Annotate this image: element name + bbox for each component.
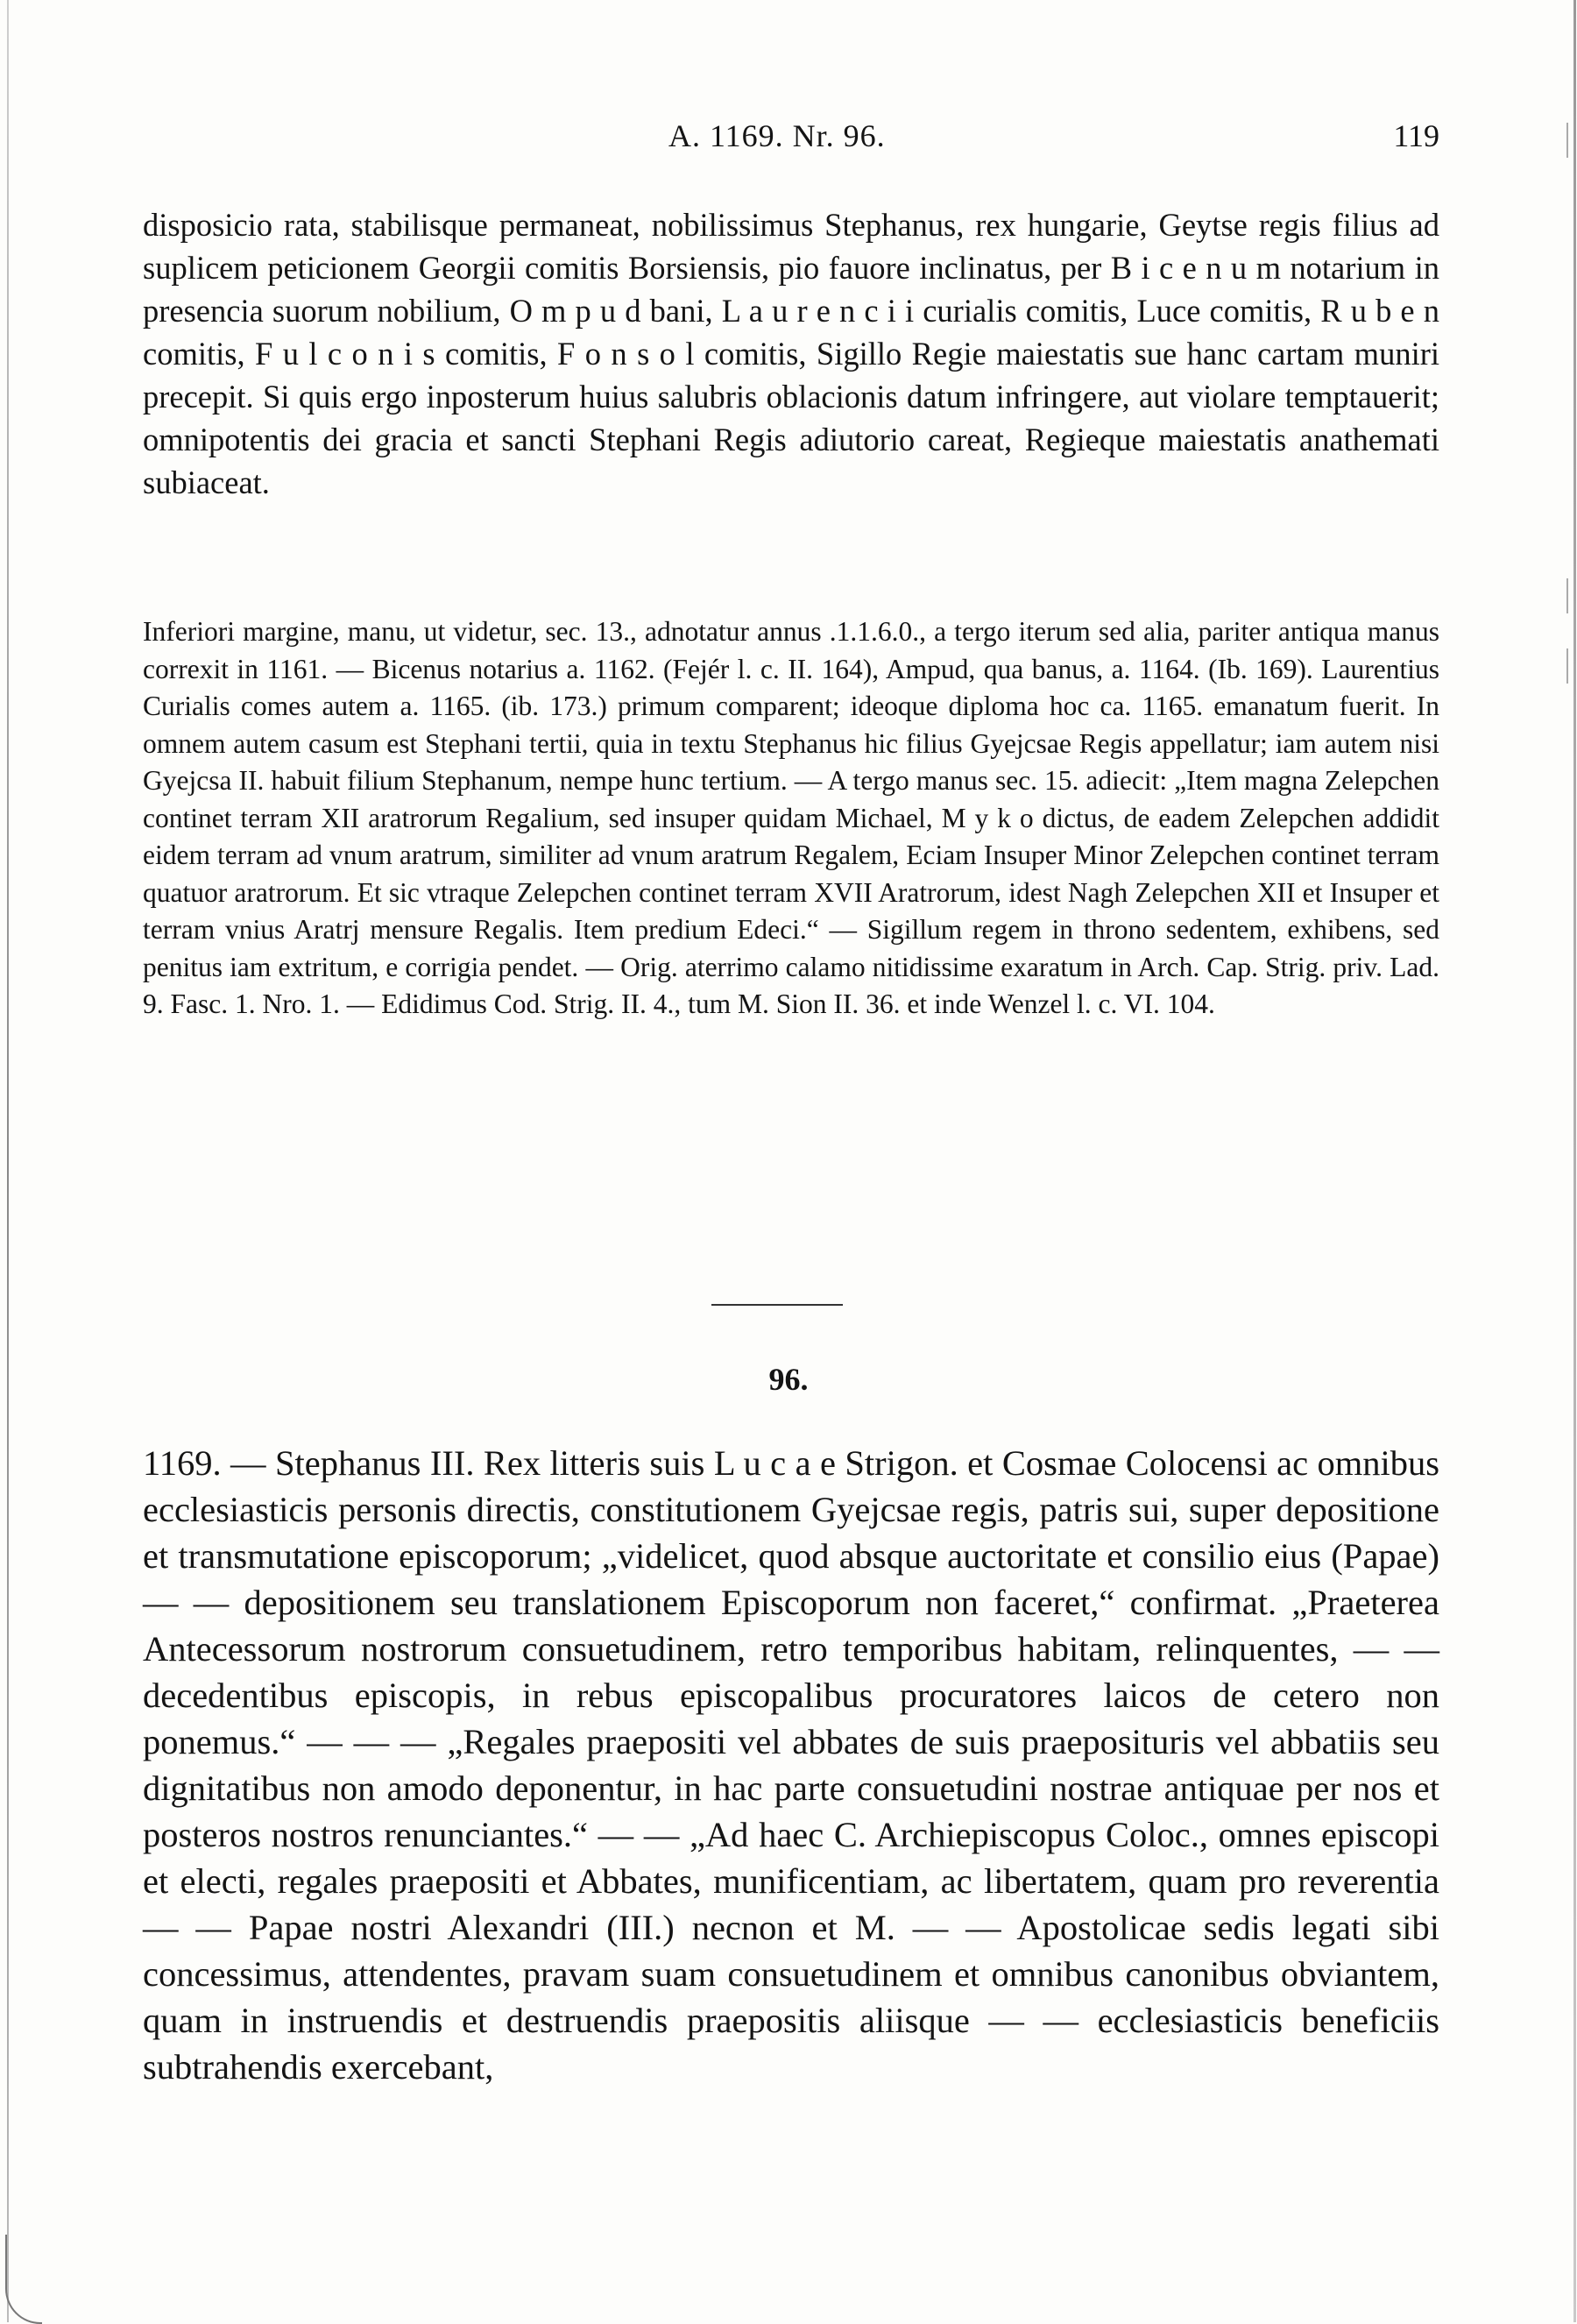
editorial-notes: Inferiori margine, manu, ut videtur, sec. 13., adnotatur annus .1.1.6.0., a tergo iterum sed alia, pariter antiqua manus correxit in 1161. — Bicenus notarius a. 1162. (Fejér l. c. II. 164), Ampud, qua banus, a. 1164. (Ib. 169). Laurentius Curialis comes autem a. 1165. (ib. 173.) primum comparent; ideoque diploma hoc ca. 1165. emanatum fuerit. In omnem autem casum est Stephani tertii, quia in textu Stephanus hic filius Gyejcsae Regis appellatur; iam autem nisi Gyejcsa II. habuit filium Stephanum, nempe hunc tertium. — A tergo manus sec. 15. adiecit: „Item magna Zelepchen continet terram XII aratrorum Regalium, sed insuper quidam Michael, M y k o dictus, de eadem Zelepchen addidit eidem terram ad vnum aratrum, similiter ad vnum aratrum Regalem, Eciam Insuper Minor Zelepchen continet terram quatuor aratrorum. Et sic vtraque Zelepchen continet terram XVII Aratrorum, idest Nagh Zelepchen XII et Insuper et terram vnius Aratrj mensure Regalis. Item predium Edeci.“ — Sigillum regem in throno sedentem, exhibens, sed penitus iam extritum, e corrigia pendet. — Orig. aterrimo calamo nitidissime exaratum in Arch. Cap. Strig. priv. Lad. 9. Fasc. 1. Nro. 1. — Edidimus Cod. Strig. II. 4., tum M. Sion II. 36. et inde Wenzel l. c. VI. 104. <box>143 616 1439 1019</box>
section-divider <box>711 1304 843 1306</box>
scan-mark <box>1566 578 1568 613</box>
page-edge-right <box>1573 0 1576 2322</box>
scan-mark <box>1566 648 1568 684</box>
page-corner-curl <box>5 2235 42 2324</box>
running-title: A. 1169. Nr. 96. <box>668 118 886 153</box>
document-number: 96. <box>768 1362 809 1397</box>
page-edge-left <box>7 0 9 2322</box>
document-regest: 1169. — Stephanus III. Rex litteris suis L u c a e Strigon. et Cosmae Colocensi ac omnibus ecclesiasticis personis directis, constitutionem Gyejcsae regis, patris sui, super depositione et transmutatione episcoporum; „videlicet, quod absque auctoritate et consilio eius (Papae) — — depositionem seu translationem Episcoporum non faceret,“ confirmat. „Praeterea Antecessorum nostrorum consuetudinem, retro temporibus habitam, relinquentes, — — decedentibus episcopis, in rebus episcopalibus procuratores laicos de cetero non ponemus.“ — — — „Regales praepositi vel abbates de suis praeposituris vel abbatiis seu dignitatibus non amodo deponentur, in hac parte consuetudini nostrae antiquae per nos et posteros nostros renunciantes.“ — — „Ad haec C. Archiepiscopus Coloc., omnes episcopi et electi, regales praepositi et Abbates, munificentiam, ac libertatem, quam pro reverentia — — Papae nostri Alexandri (III.) necnon et M. — — Apostolicae sedis legati sibi concessimus, attendentes, pravam suam consuetudinem et omnibus canonibus obviantem, quam in instruendis et destruendis praepositis aliisque — — ecclesiasticis beneficiis subtrahendis exercebant, <box>143 1443 1439 2087</box>
scan-mark <box>1566 123 1568 158</box>
charter-text-continuation: disposicio rata, stabilisque permaneat, nobilissimus Stephanus, rex hungarie, Geytse regis filius ad suplicem peticionem Georgii comitis Borsiensis, pio fauore inclinatus, per B i c e n u m notarium in presencia suorum nobilium, O m p u d bani, L a u r e n c i i curialis comitis, Luce comitis, R u b e n comitis, F u l c o n i s comitis, F o n s o l comitis, Sigillo Regie maiestatis sue hanc cartam muniri precepit. Si quis ergo inposterum huius salubris oblacionis datum infringere, aut violare temptauerit; omnipotentis dei gracia et sancti Stephani Regis adiutorio careat, Regieque maiestatis anathemati subiaceat. <box>143 207 1439 500</box>
running-header <box>143 117 1439 161</box>
page-number: 119 <box>1393 118 1439 153</box>
